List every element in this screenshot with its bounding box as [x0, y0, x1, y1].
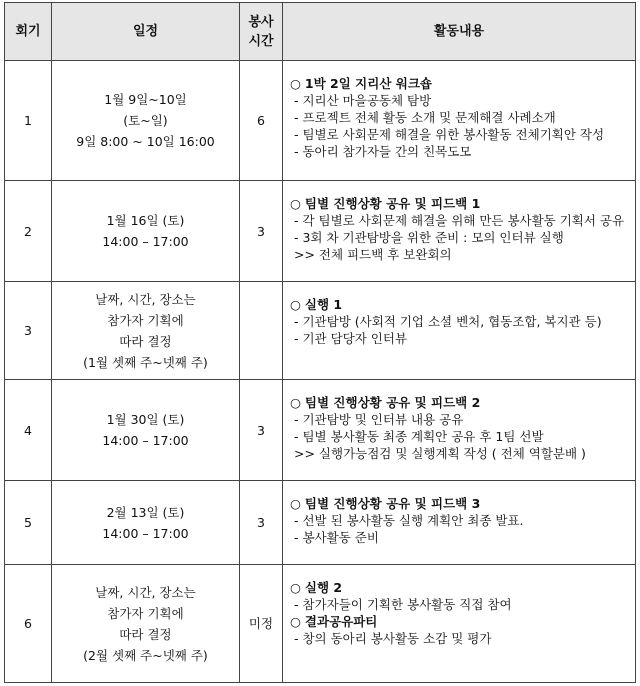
- schedule-line: (토~일): [123, 113, 168, 128]
- table-body: [5, 61, 636, 683]
- activity-item: [290, 229, 631, 246]
- activity-text: - 봉사활동 준비: [294, 530, 379, 545]
- table-row: [5, 61, 636, 181]
- round-cell: 5: [5, 481, 52, 565]
- activity-text: - 참가자들이 기획한 봉사활동 직접 참여: [294, 597, 512, 612]
- hours-cell: 미정: [240, 565, 283, 683]
- activity-heading: [290, 394, 631, 411]
- schedule-cell: [52, 481, 240, 565]
- schedule-line: 따라 결정: [119, 626, 172, 642]
- activity-item: [290, 109, 631, 126]
- table-row: [5, 565, 636, 683]
- activity-text: - 선발 된 봉사활동 실행 계획안 최종 발표.: [294, 513, 524, 528]
- activity-item: [290, 630, 631, 647]
- schedule-line: (2월 셋째 주~넷째 주): [83, 647, 208, 663]
- hours-cell: 3: [240, 380, 283, 481]
- table-row: [5, 481, 636, 565]
- activity-cell: [283, 61, 636, 181]
- schedule-line: 참가자 기획에: [107, 605, 184, 621]
- round-cell: 4: [5, 380, 52, 481]
- header-schedule: 일정: [52, 3, 240, 61]
- schedule-line: 9일 8:00 ~ 10일 16:00: [76, 134, 215, 149]
- header-hours: [240, 3, 283, 61]
- circle-bullet-icon: ○: [290, 76, 301, 91]
- round-cell: 6: [5, 565, 52, 683]
- schedule-cell: [52, 181, 240, 282]
- activity-text: 팀별 진행상황 공유 및 피드백 3: [304, 496, 481, 511]
- activity-heading: [290, 296, 631, 313]
- activity-heading: [290, 495, 631, 512]
- hours-cell: 3: [240, 481, 283, 565]
- activity-text: - 기관탐방 (사회적 기업 소셜 벤처, 협동조합, 복지관 등): [294, 314, 602, 329]
- activity-item: [290, 313, 631, 330]
- activity-cell: [283, 380, 636, 481]
- activity-item: [290, 428, 631, 445]
- activity-item: [290, 212, 631, 229]
- activity-item: [290, 411, 631, 428]
- activity-item: [290, 143, 631, 160]
- activity-heading: [290, 579, 631, 596]
- activity-text: 1박 2일 지리산 워크숍: [304, 76, 432, 91]
- activity-text: - 기관 담당자 인터뷰: [294, 331, 408, 346]
- activity-text: - 3회 차 기관탐방을 위한 준비 : 모의 인터뷰 실행: [294, 230, 564, 245]
- circle-bullet-icon: ○: [290, 196, 301, 211]
- activity-item: [290, 92, 631, 109]
- schedule-line: 날짜, 시간, 장소는: [95, 291, 196, 307]
- activity-heading: [290, 75, 631, 92]
- activity-text: - 프로젝트 전체 활동 소개 및 문제해결 사례소개: [294, 110, 556, 125]
- header-activity: 활동내용: [283, 3, 636, 61]
- schedule-line: 14:00 – 17:00: [102, 525, 189, 541]
- activity-text: 결과공유파티: [304, 614, 378, 629]
- schedule-line: 참가자 기획에: [107, 312, 184, 328]
- activity-heading: [290, 195, 631, 212]
- activity-text: - 각 팀별로 사회문제 해결을 위해 만든 봉사활동 기획서 공유: [294, 213, 625, 228]
- hours-cell: 3: [240, 181, 283, 282]
- schedule-line: 14:00 – 17:00: [102, 433, 189, 448]
- round-cell: 3: [5, 282, 52, 380]
- header-hours-line2: 시간: [248, 33, 274, 49]
- schedule-line: 1월 16일 (토): [106, 213, 185, 228]
- circle-bullet-icon: ○: [290, 496, 301, 511]
- schedule-line: 1월 9일~10일: [104, 92, 187, 107]
- circle-bullet-icon: ○: [290, 395, 301, 410]
- activity-text: - 동아리 참가자들 간의 친목도모: [294, 144, 472, 159]
- activity-heading: [290, 613, 631, 630]
- header-round: 회기: [5, 3, 52, 61]
- header-row: [5, 3, 636, 61]
- schedule-line: 2월 13일 (토): [106, 504, 185, 520]
- schedule-table: [4, 2, 636, 683]
- hours-cell: [240, 282, 283, 380]
- activity-text: 실행 1: [304, 297, 343, 312]
- activity-cell: [283, 181, 636, 282]
- activity-item: [290, 512, 631, 529]
- schedule-cell: [52, 380, 240, 481]
- activity-text: - 창의 동아리 봉사활동 소감 및 평가: [294, 631, 492, 646]
- table-row: [5, 181, 636, 282]
- activity-text: 실행 2: [304, 580, 343, 595]
- round-cell: 1: [5, 61, 52, 181]
- schedule-line: 따라 결정: [119, 333, 172, 349]
- activity-text: 팀별 진행상황 공유 및 피드백 2: [304, 395, 481, 410]
- circle-bullet-icon: ○: [290, 297, 301, 312]
- activity-cell: [283, 565, 636, 683]
- hours-cell: 6: [240, 61, 283, 181]
- activity-text: - 팀별 봉사활동 최종 계획안 공유 후 1팀 선발: [294, 429, 544, 444]
- activity-text: - 기관탐방 및 인터뷰 내용 공유: [294, 412, 464, 427]
- schedule-cell: [52, 61, 240, 181]
- activity-text: - 팀별로 사회문제 해결을 위한 봉사활동 전체기획안 작성: [294, 127, 605, 142]
- activity-text: >> 전체 피드백 후 보완회의: [294, 247, 452, 262]
- activity-item: [290, 126, 631, 143]
- activity-item: [290, 330, 631, 347]
- schedule-cell: [52, 282, 240, 380]
- activity-item: [290, 445, 631, 462]
- header-hours-line1: 봉사: [248, 14, 274, 30]
- table-row: [5, 282, 636, 380]
- activity-text: - 지리산 마을공동체 탐방: [294, 93, 432, 108]
- schedule-line: 14:00 – 17:00: [102, 234, 189, 249]
- circle-bullet-icon: ○: [290, 580, 301, 595]
- schedule-line: (1월 셋째 주~넷째 주): [83, 354, 208, 370]
- schedule-line: 1월 30일 (토): [106, 412, 185, 427]
- activity-text: 팀별 진행상황 공유 및 피드백 1: [304, 196, 481, 211]
- circle-bullet-icon: ○: [290, 614, 301, 629]
- schedule-cell: [52, 565, 240, 683]
- activity-text: >> 실행가능점검 및 실행계획 작성 ( 전체 역할분배 ): [294, 446, 586, 461]
- activity-item: [290, 529, 631, 546]
- round-cell: 2: [5, 181, 52, 282]
- table-row: [5, 380, 636, 481]
- activity-cell: [283, 282, 636, 380]
- activity-item: [290, 596, 631, 613]
- schedule-line: 날짜, 시간, 장소는: [95, 584, 196, 600]
- activity-item: [290, 246, 631, 263]
- activity-cell: [283, 481, 636, 565]
